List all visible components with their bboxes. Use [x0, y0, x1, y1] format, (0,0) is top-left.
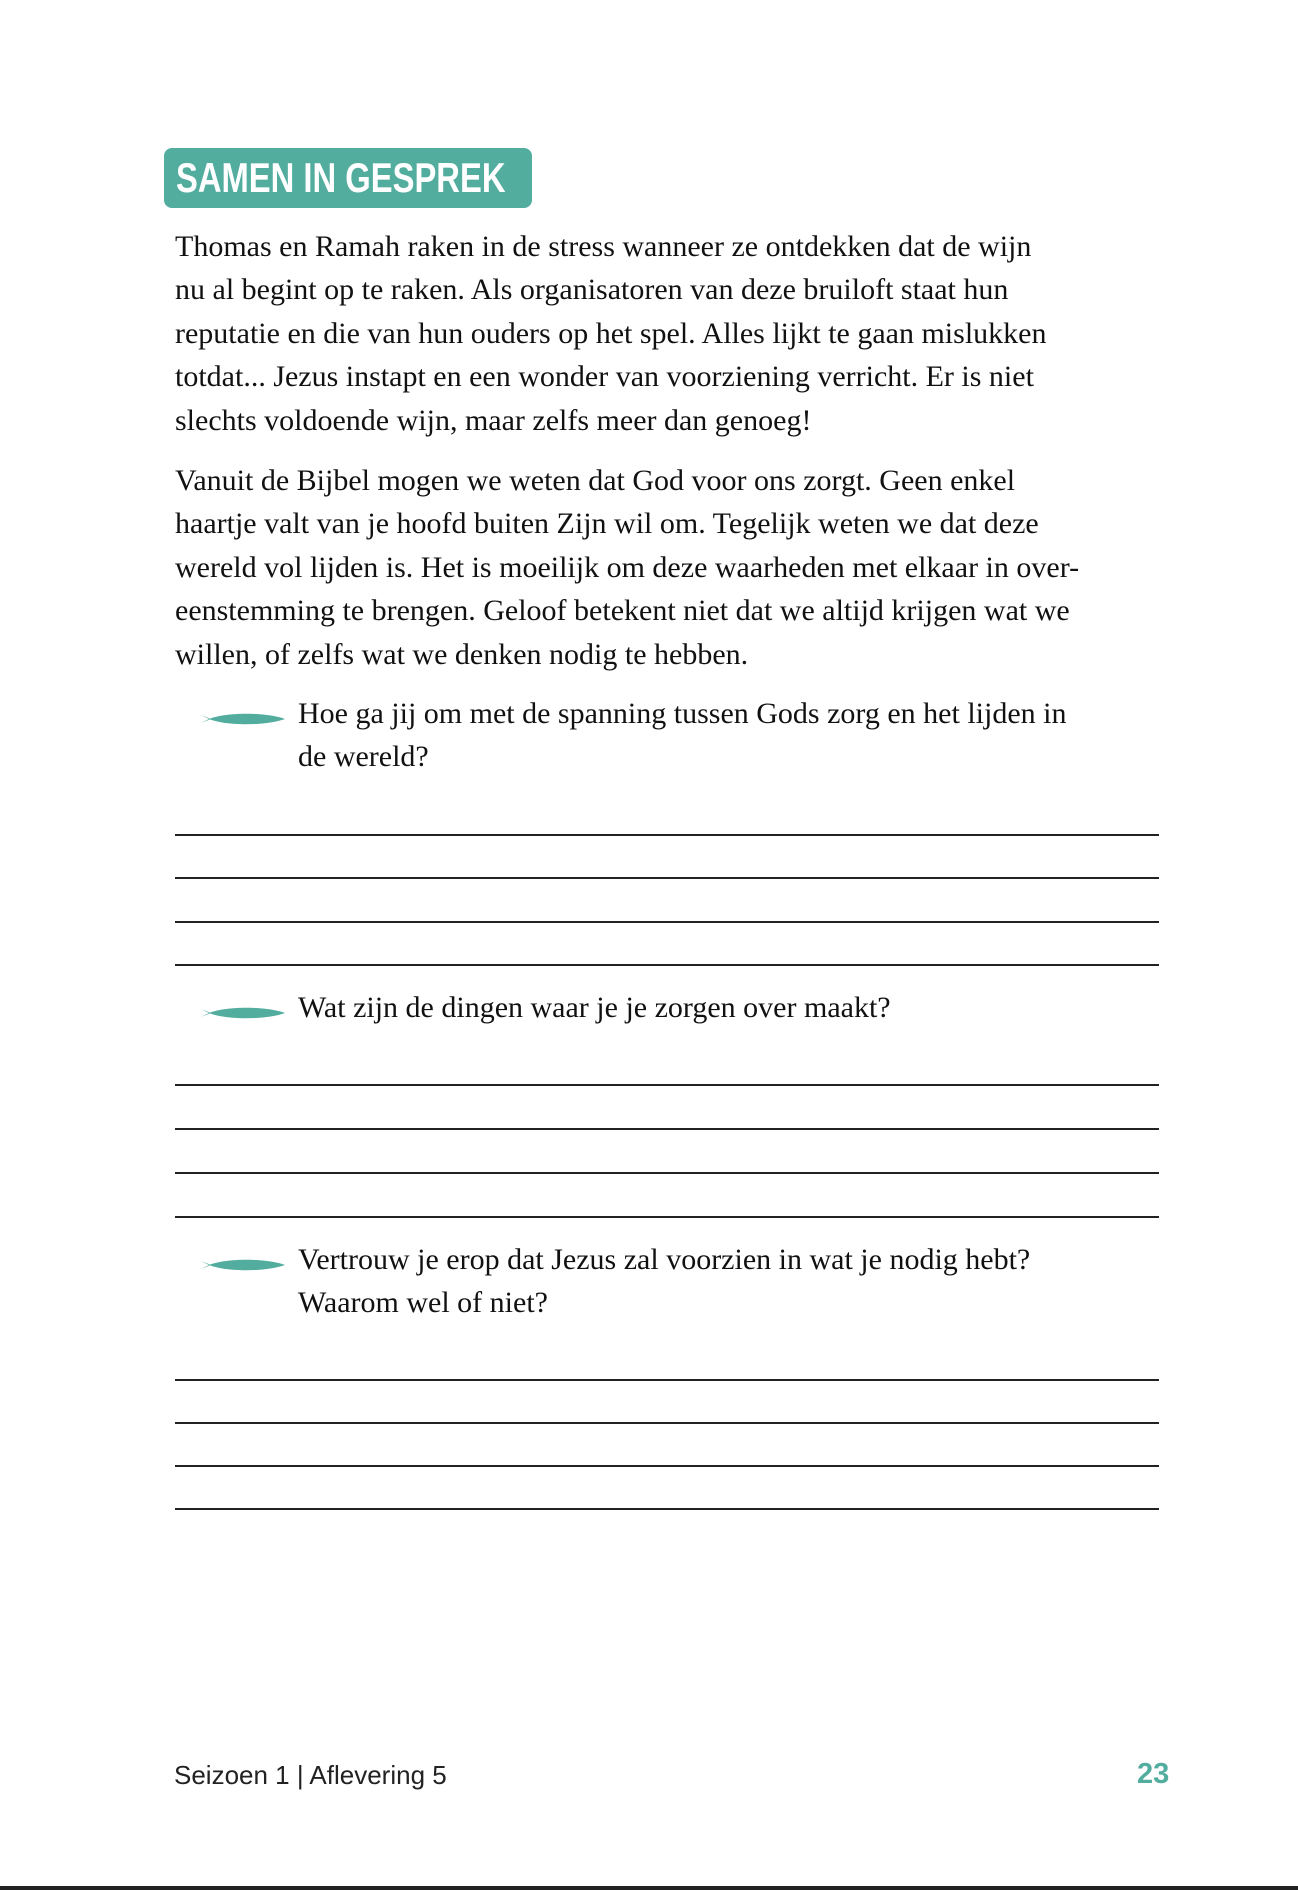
answer-line[interactable] [175, 1216, 1159, 1218]
answer-line[interactable] [175, 964, 1159, 966]
paragraph-line: slechts voldoende wijn, maar zelfs meer dan genoeg! [175, 404, 812, 437]
paragraph-line: Vanuit de Bijbel mogen we weten dat God voor ons zorgt. Geen enkel [175, 464, 1016, 497]
question-1-line: de wereld? [298, 740, 429, 773]
bottom-border [0, 1886, 1298, 1890]
answer-line[interactable] [175, 1379, 1159, 1381]
paragraph-line: wereld vol lijden is. Het is moeilijk om deze waarheden met elkaar in over- [175, 551, 1080, 584]
answer-line[interactable] [175, 1172, 1159, 1174]
section-title-badge [164, 148, 532, 208]
answer-line[interactable] [175, 1508, 1159, 1510]
question-3-line: Vertrouw je erop dat Jezus zal voorzien in wat je nodig hebt? [298, 1243, 1031, 1276]
answer-line[interactable] [175, 1128, 1159, 1130]
paragraph-line: Thomas en Ramah raken in de stress wanneer ze ontdekken dat de wijn [175, 230, 1032, 263]
section-title: SAMEN IN GESPREK [176, 154, 506, 201]
fish-icon [201, 1257, 285, 1273]
paragraph-line: totdat... Jezus instapt en een wonder van voorziening verricht. Er is niet [175, 360, 1034, 393]
answer-line[interactable] [175, 834, 1159, 836]
paragraph-line: haartje valt van je hoofd buiten Zijn wil om. Tegelijk weten we dat deze [175, 507, 1039, 540]
question-3-line: Waarom wel of niet? [298, 1286, 548, 1319]
fish-icon [201, 1005, 285, 1021]
question-2-line: Wat zijn de dingen waar je je zorgen over maakt? [298, 991, 891, 1024]
fish-icon [201, 711, 285, 727]
answer-line[interactable] [175, 877, 1159, 879]
answer-line[interactable] [175, 921, 1159, 923]
paragraph-line: willen, of zelfs wat we denken nodig te hebben. [175, 638, 749, 671]
answer-line[interactable] [175, 1084, 1159, 1086]
paragraph-line: reputatie en die van hun ouders op het spel. Alles lijkt te gaan mislukken [175, 317, 1047, 350]
answer-line[interactable] [175, 1465, 1159, 1467]
paragraph-line: eenstemming te brengen. Geloof betekent niet dat we altijd krijgen wat we [175, 594, 1070, 627]
footer-series: Seizoen 1 | Aflevering 5 [174, 1760, 447, 1790]
page-number: 23 [1137, 1758, 1170, 1790]
question-1-line: Hoe ga jij om met de spanning tussen Gods zorg en het lijden in [298, 697, 1067, 730]
answer-line[interactable] [175, 1422, 1159, 1424]
paragraph-line: nu al begint op te raken. Als organisatoren van deze bruiloft staat hun [175, 273, 1009, 306]
